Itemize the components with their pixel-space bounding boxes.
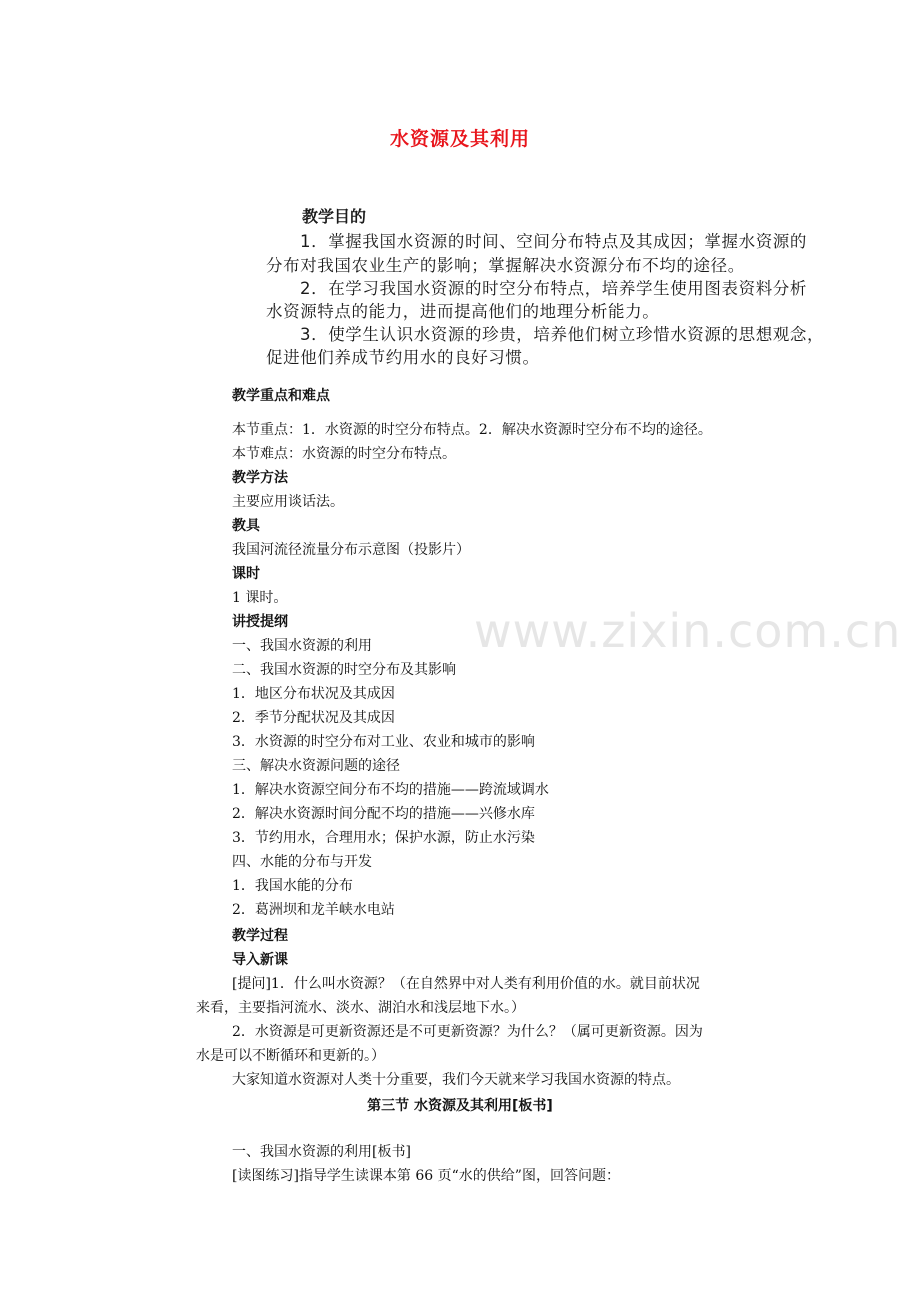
tools-text: 我国河流径流量分布示意图（投影片）: [232, 542, 470, 558]
objective-line: 3．使学生认识水资源的珍贵，培养他们树立珍惜水资源的思想观念，: [300, 325, 825, 344]
tools-heading: 教具: [232, 518, 260, 534]
outline-item: 3．水资源的时空分布对工业、农业和城市的影响: [232, 734, 535, 750]
outline-item: 2．季节分配状况及其成因: [232, 710, 395, 726]
question-one-line1: [提问]1．什么叫水资源？（在自然界中对人类有利用价值的水。就目前状况: [232, 976, 700, 992]
objective-line: 2．在学习我国水资源的时空分布特点，培养学生使用图表资料分析: [300, 279, 807, 298]
exercise-text: [读图练习]指导学生读课本第 66 页“水的供给”图，回答问题：: [232, 1168, 620, 1184]
objective-line: 分布对我国农业生产的影响；掌握解决水资源分布不均的途径。: [266, 256, 745, 275]
outline-item: 2．解决水资源时间分配不均的措施——兴修水库: [232, 806, 535, 822]
process-subheading: 导入新课: [232, 952, 288, 968]
outline-item: 四、水能的分布与开发: [232, 854, 372, 870]
objective-line: 促进他们养成节约用水的良好习惯。: [266, 348, 540, 367]
outline-item: 3．节约用水，合理用水；保护水源，防止水污染: [232, 830, 535, 846]
key-focus-text: 本节重点：1．水资源的时空分布特点。2．解决水资源时空分布不均的途径。: [232, 422, 712, 438]
outline-item: 2．葛洲坝和龙羊峡水电站: [232, 902, 395, 918]
document-title: 水资源及其利用: [389, 128, 530, 150]
method-text: 主要应用谈话法。: [232, 494, 344, 510]
outline-item: 1．地区分布状况及其成因: [232, 686, 395, 702]
objectives-heading: 教学目的: [302, 207, 367, 226]
objective-line: 1．掌握我国水资源的时间、空间分布特点及其成因；掌握水资源的: [300, 232, 807, 251]
intro-text: 大家知道水资源对人类十分重要，我们今天就来学习我国水资源的特点。: [232, 1072, 680, 1088]
hours-heading: 课时: [232, 566, 260, 582]
method-heading: 教学方法: [232, 470, 288, 486]
outline-heading: 讲授提纲: [232, 614, 288, 630]
outline-item: 1．解决水资源空间分布不均的措施——跨流域调水: [232, 782, 549, 798]
question-two-line2: 水是可以不断循环和更新的。）: [196, 1048, 385, 1064]
watermark: www.zixin.com.cn: [474, 604, 902, 658]
key-points-heading: 教学重点和难点: [232, 388, 330, 404]
outline-item: 一、我国水资源的利用: [232, 638, 372, 654]
process-heading: 教学过程: [232, 928, 288, 944]
section-title: 第三节 水资源及其利用[板书]: [367, 1098, 553, 1114]
question-two-line1: 2．水资源是可更新资源还是不可更新资源？为什么？（属可更新资源。因为: [232, 1024, 703, 1040]
key-difficulty-text: 本节难点：水资源的时空分布特点。: [232, 446, 456, 462]
objective-line: 水资源特点的能力，进而提高他们的地理分析能力。: [266, 302, 660, 321]
hours-text: 1 课时。: [232, 590, 288, 606]
question-one-line2: 来看，主要指河流水、淡水、湖泊水和浅层地下水。）: [196, 1000, 525, 1016]
board-note: 一、我国水资源的利用[板书]: [232, 1144, 411, 1160]
outline-item: 二、我国水资源的时空分布及其影响: [232, 662, 456, 678]
outline-item: 1．我国水能的分布: [232, 878, 353, 894]
outline-item: 三、解决水资源问题的途径: [232, 758, 400, 774]
